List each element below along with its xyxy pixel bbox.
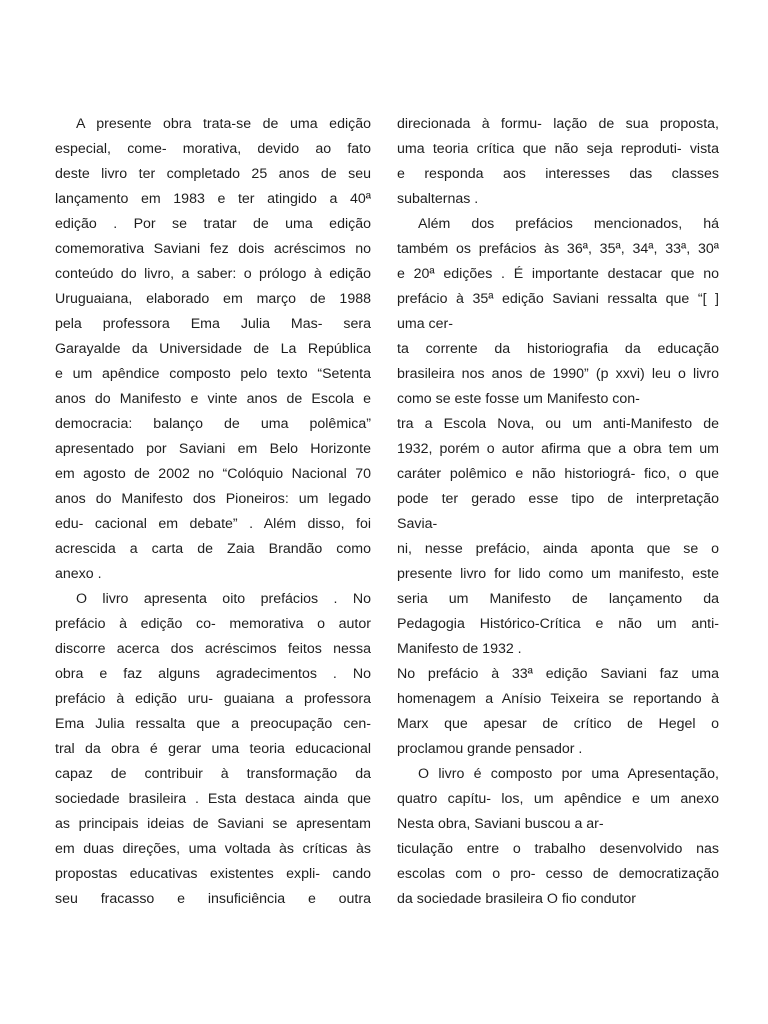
text-line: da sociedade brasileira O fio condutor <box>397 891 636 907</box>
text-line: em agosto de 2002 no “Colóquio Nacional 70 <box>55 466 371 482</box>
text-line: 1932, porém o autor afirma que a obra tem um <box>397 441 719 457</box>
text-line: uma teoria crítica que não seja reproduti- vista <box>397 141 719 157</box>
text-line: homenagem a Anísio Teixeira se reportando à <box>397 691 719 707</box>
text-line: direcionada à formu- lação de sua proposta, <box>397 116 719 132</box>
text-line: prefácio à edição uru- guaiana a professora <box>55 691 371 707</box>
text-line: edu- cacional em debate” . Além disso, foi <box>55 516 371 532</box>
text-line: caráter polêmico e não historiográ- fico, o que <box>397 466 719 482</box>
text-line: anexo . <box>55 566 102 582</box>
text-line: Savia- <box>397 516 438 532</box>
text-line: especial, come- morativa, devido ao fato <box>55 141 371 157</box>
text-line: Marx que apesar de crítico de Hegel o <box>397 716 719 732</box>
text-line: e um apêndice composto pelo texto “Setenta <box>55 366 371 382</box>
text-line: deste livro ter completado 25 anos de seu <box>55 166 371 182</box>
text-line: pela professora Ema Julia Mas- sera <box>55 316 371 332</box>
text-line: presente livro for lido como um manifesto, este <box>397 566 719 582</box>
text-line: sociedade brasileira . Esta destaca ainda que <box>55 791 371 807</box>
text-line: O livro é composto por uma Apresentação, <box>418 766 719 782</box>
text-line: proclamou grande pensador . <box>397 741 583 757</box>
text-line: ticulação entre o trabalho desenvolvido nas <box>397 841 719 857</box>
text-line: as principais ideias de Saviani se apresentam <box>55 816 371 832</box>
text-line: seu fracasso e insuficiência e outra <box>55 891 371 907</box>
text-line: e 20ª edições . É importante destacar que no <box>397 266 719 282</box>
text-line: também os prefácios às 36ª, 35ª, 34ª, 33ª, 30ª <box>397 241 719 257</box>
text-line: pode ter gerado esse tipo de interpretação <box>397 491 719 507</box>
text-line: Além dos prefácios mencionados, há <box>418 216 719 232</box>
text-line: seria um Manifesto de lançamento da <box>397 591 719 607</box>
text-line: lançamento em 1983 e ter atingido a 40ª <box>55 191 371 207</box>
text-line: Pedagogia Histórico-Crítica e não um anti- <box>397 616 719 632</box>
text-line: Nesta obra, Saviani buscou a ar- <box>397 816 604 832</box>
text-line: Ema Julia ressalta que a preocupação cen- <box>55 716 371 732</box>
text-line: capaz de contribuir à transformação da <box>55 766 371 782</box>
text-line: tra a Escola Nova, ou um anti-Manifesto de <box>397 416 719 432</box>
text-line: democracia: balanço de uma polêmica” <box>55 416 371 432</box>
text-line: escolas com o pro- cesso de democratização <box>397 866 719 882</box>
text-line: edição . Por se tratar de uma edição <box>55 216 371 232</box>
text-line: uma cer- <box>397 316 453 332</box>
left-text-column <box>55 112 371 912</box>
text-line: tral da obra é gerar uma teoria educacional <box>55 741 371 757</box>
text-line: prefácio à edição co- memorativa o autor <box>55 616 371 632</box>
text-line: Manifesto de 1932 . <box>397 641 522 657</box>
text-line: apresentado por Saviani em Belo Horizonte <box>55 441 371 457</box>
text-line: como se este fosse um Manifesto con- <box>397 391 640 407</box>
text-line: A presente obra trata-se de uma edição <box>76 116 371 132</box>
text-line: No prefácio à 33ª edição Saviani faz uma <box>397 666 719 682</box>
text-line: obra e faz alguns agradecimentos . No <box>55 666 371 682</box>
text-line: propostas educativas existentes expli- cando <box>55 866 371 882</box>
text-line: conteúdo do livro, a saber: o prólogo à edição <box>55 266 371 282</box>
text-line: Uruguaiana, elaborado em março de 1988 <box>55 291 371 307</box>
text-line: acrescida a carta de Zaia Brandão como <box>55 541 371 557</box>
text-line: subalternas . <box>397 191 479 207</box>
text-line: ta corrente da historiografia da educação <box>397 341 719 357</box>
text-line: e responda aos interesses das classes <box>397 166 719 182</box>
text-line: O livro apresenta oito prefácios . No <box>76 591 371 607</box>
right-text-column <box>397 112 719 912</box>
text-line: quatro capítu- los, um apêndice e um anexo <box>397 791 719 807</box>
text-line: anos do Manifesto dos Pioneiros: um legado <box>55 491 371 507</box>
text-line: em duas direções, uma voltada às críticas às <box>55 841 371 857</box>
text-line: prefácio à 35ª edição Saviani ressalta que “[ ] <box>397 291 719 307</box>
text-line: comemorativa Saviani fez dois acréscimos no <box>55 241 371 257</box>
text-line: discorre acerca dos acréscimos feitos nessa <box>55 641 371 657</box>
text-line: anos do Manifesto e vinte anos de Escola e <box>55 391 371 407</box>
text-line: brasileira nos anos de 1990” (p xxvi) leu o livro <box>397 366 719 382</box>
text-line: Garayalde da Universidade de La República <box>55 341 371 357</box>
text-line: ni, nesse prefácio, ainda aponta que se o <box>397 541 719 557</box>
